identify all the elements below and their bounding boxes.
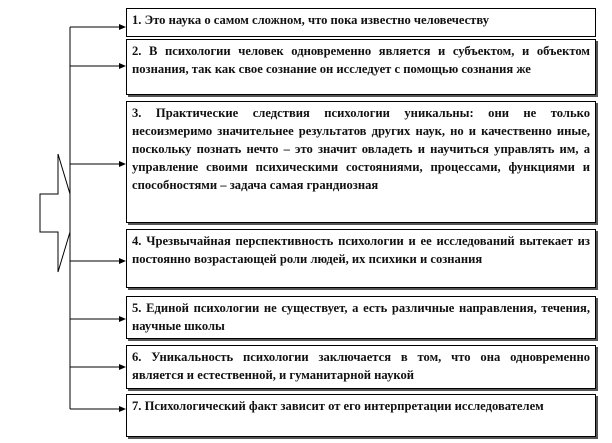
arrow-to-box-2 [70, 63, 126, 69]
arrow-to-box-5 [70, 316, 126, 322]
block-arrow-icon [40, 154, 70, 272]
statement-box-3: 3. Практические следствия психологии уникальны: они не только несоизмеримо значительнее результатов других наук, но и качественно иные, поскольку познать нечто – это значит овладеть и научиться управлять им, а управление своими психическими состояниями, процессами, функциями и способностями – задача самая грандиозная [126, 101, 596, 223]
statement-box-5: 5. Единой психологии не существует, а есть различные направления, течения, научные школы [126, 296, 596, 339]
arrow-to-box-1 [70, 24, 126, 30]
statement-box-1: 1. Это наука о самом сложном, что пока известно человечеству [126, 8, 596, 37]
statement-box-7: 7. Психологический факт зависит от его интерпретации исследователем [126, 394, 596, 437]
arrow-to-box-3 [70, 161, 126, 167]
arrow-to-box-6 [70, 364, 126, 370]
statement-box-4: 4. Чрезвычайная перспективность психологии и ее исследований вытекает из постоянно возрастающей роли людей, их психики и сознания [126, 229, 596, 288]
statement-box-2: 2. В психологии человек одновременно является и субъектом, и объектом познания, так как свое сознание он исследует с помощью сознания же [126, 39, 596, 95]
arrow-to-box-7 [70, 406, 126, 412]
statement-box-6: 6. Уникальность психологии заключается в том, что она одновременно является и естественной, и гуманитарной наукой [126, 345, 596, 389]
arrow-to-box-4 [70, 258, 126, 264]
